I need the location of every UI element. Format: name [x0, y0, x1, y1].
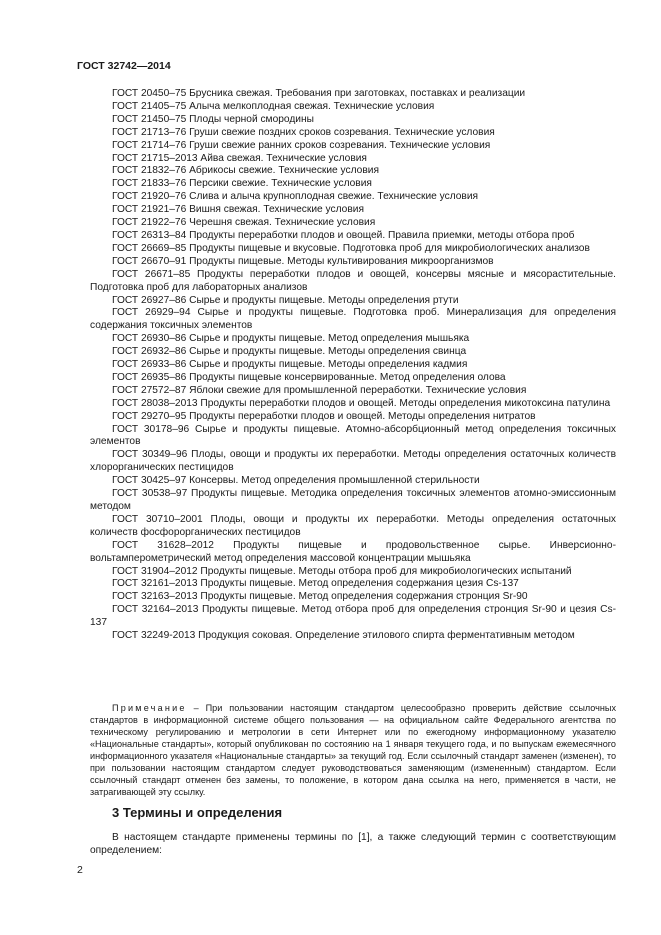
- reference-item: ГОСТ 30349–96 Плоды, овощи и продукты их переработки. Методы определения остаточных количеств хлорорганических пестицидов: [90, 449, 616, 474]
- reference-item: ГОСТ 28038–2013 Продукты переработки плодов и овощей. Методы определения микотоксина патулина: [112, 397, 611, 409]
- section-title: 3 Термины и определения: [112, 805, 283, 820]
- reference-item: ГОСТ 27572–87 Яблоки свежие для промышленной переработки. Технические условия: [112, 384, 527, 396]
- reference-item: ГОСТ 32163–2013 Продукты пищевые. Метод определения содержания стронция Sr-90: [112, 591, 528, 603]
- references-list: [90, 88, 616, 643]
- reference-item: ГОСТ 21713–76 Груши свежие поздних сроков созревания. Технические условия: [112, 126, 495, 138]
- reference-item: ГОСТ 21921–76 Вишня свежая. Технические условия: [112, 204, 364, 216]
- note-paragraph: [90, 702, 616, 798]
- reference-item: ГОСТ 21405–75 Алыча мелкоплодная свежая. Технические условия: [112, 100, 435, 112]
- reference-item: ГОСТ 26932–86 Сырье и продукты пищевые. Методы определения свинца: [112, 346, 467, 358]
- reference-item: ГОСТ 32164–2013 Продукты пищевые. Метод отбора проб для определения стронция Sr-90 и цезия Cs-137: [90, 604, 616, 629]
- reference-item: ГОСТ 26929–94 Сырье и продукты пищевые. Подготовка проб. Минерализация для определения содержания токсичных элементов: [90, 307, 616, 332]
- reference-item: ГОСТ 21450–75 Плоды черной смородины: [112, 113, 314, 125]
- note-label: Примечание: [112, 703, 187, 713]
- reference-item: ГОСТ 31904–2012 Продукты пищевые. Методы отбора проб для микробиологических испытаний: [112, 565, 572, 577]
- reference-item: ГОСТ 26671–85 Продукты переработки плодов и овощей, консервы мясные и мясорастительные. Подготовка проб для лабораторных анализов: [90, 268, 616, 293]
- reference-item: ГОСТ 31628–2012 Продукты пищевые и продовольственное сырье. Инверсионно-вольтамперометрический метод определения массовой концентрации мышьяка: [90, 539, 616, 564]
- reference-item: ГОСТ 21714–76 Груши свежие ранних сроков созревания. Технические условия: [112, 139, 491, 151]
- document-header: ГОСТ 32742—2014: [77, 60, 171, 72]
- reference-item: ГОСТ 30178–96 Сырье и продукты пищевые. Атомно-абсорбционный метод определения токсичных элементов: [90, 423, 616, 448]
- reference-item: ГОСТ 21833–76 Персики свежие. Технические условия: [112, 178, 372, 190]
- reference-item: ГОСТ 20450–75 Брусника свежая. Требования при заготовках, поставках и реализации: [112, 88, 526, 99]
- reference-item: ГОСТ 26930–86 Сырье и продукты пищевые. Метод определения мышьяка: [112, 333, 470, 345]
- reference-item: ГОСТ 30538–97 Продукты пищевые. Методика определения токсичных элементов атомно-эмиссионным методом: [90, 488, 616, 512]
- reference-item: ГОСТ 21920–76 Слива и алыча крупноплодная свежие. Технические условия: [112, 191, 479, 203]
- reference-item: ГОСТ 26669–85 Продукты пищевые и вкусовые. Подготовка проб для микробиологических анализов: [112, 242, 590, 254]
- reference-item: ГОСТ 26927–86 Сырье и продукты пищевые. Методы определения ртути: [112, 294, 459, 306]
- note-text: – При пользовании настоящим стандартом целесообразно проверить действие ссылочных стандартов в информационной системе общего пользования — на официальном сайте Федерального агентства по техническому регулированию и метрологии в сети Интернет или по ежегодному информационному указателю «Национальные стандарты», который опубликован по состоянию на 1 января текущего года, и по выпускам ежемесячного информационного указателя «Национальные стандарты» за текущий год. Если ссылочный стандарт заменен (изменен), то при пользовании настоящим стандартом следует руководствоваться заменяющим (измененным) стандартом. Если ссылочный стандарт отменен без замены, то положение, в котором дана ссылка на него, применяется в части, не затрагивающей эту ссылку.: [90, 703, 616, 797]
- reference-item: ГОСТ 29270–95 Продукты переработки плодов и овощей. Методы определения нитратов: [112, 410, 536, 422]
- section-paragraph: В настоящем стандарте применены термины по [1], а также следующий термин с соответствующим определением:: [90, 832, 616, 857]
- reference-item: ГОСТ 30710–2001 Плоды, овощи и продукты их переработки. Методы определения остаточных количеств фосфорорганических пестицидов: [90, 513, 616, 538]
- page-number: 2: [77, 864, 83, 876]
- reference-item: ГОСТ 32161–2013 Продукты пищевые. Метод определения содержания цезия Cs-137: [112, 578, 519, 590]
- reference-item: ГОСТ 26933–86 Сырье и продукты пищевые. Методы определения кадмия: [112, 359, 468, 371]
- reference-item: ГОСТ 32249-2013 Продукция соковая. Определение этилового спирта ферментативным методом: [112, 630, 575, 642]
- reference-item: ГОСТ 21832–76 Абрикосы свежие. Технические условия: [112, 165, 379, 177]
- reference-item: ГОСТ 21922–76 Черешня свежая. Технические условия: [112, 217, 376, 229]
- reference-item: ГОСТ 30425–97 Консервы. Метод определения промышленной стерильности: [112, 475, 480, 487]
- reference-item: ГОСТ 21715–2013 Айва свежая. Технические условия: [112, 152, 367, 164]
- reference-item: ГОСТ 26313–84 Продукты переработки плодов и овощей. Правила приемки, методы отбора проб: [112, 229, 575, 241]
- reference-item: ГОСТ 26670–91 Продукты пищевые. Методы культивирования микроорганизмов: [112, 255, 494, 267]
- reference-item: ГОСТ 26935–86 Продукты пищевые консервированные. Метод определения олова: [112, 371, 506, 383]
